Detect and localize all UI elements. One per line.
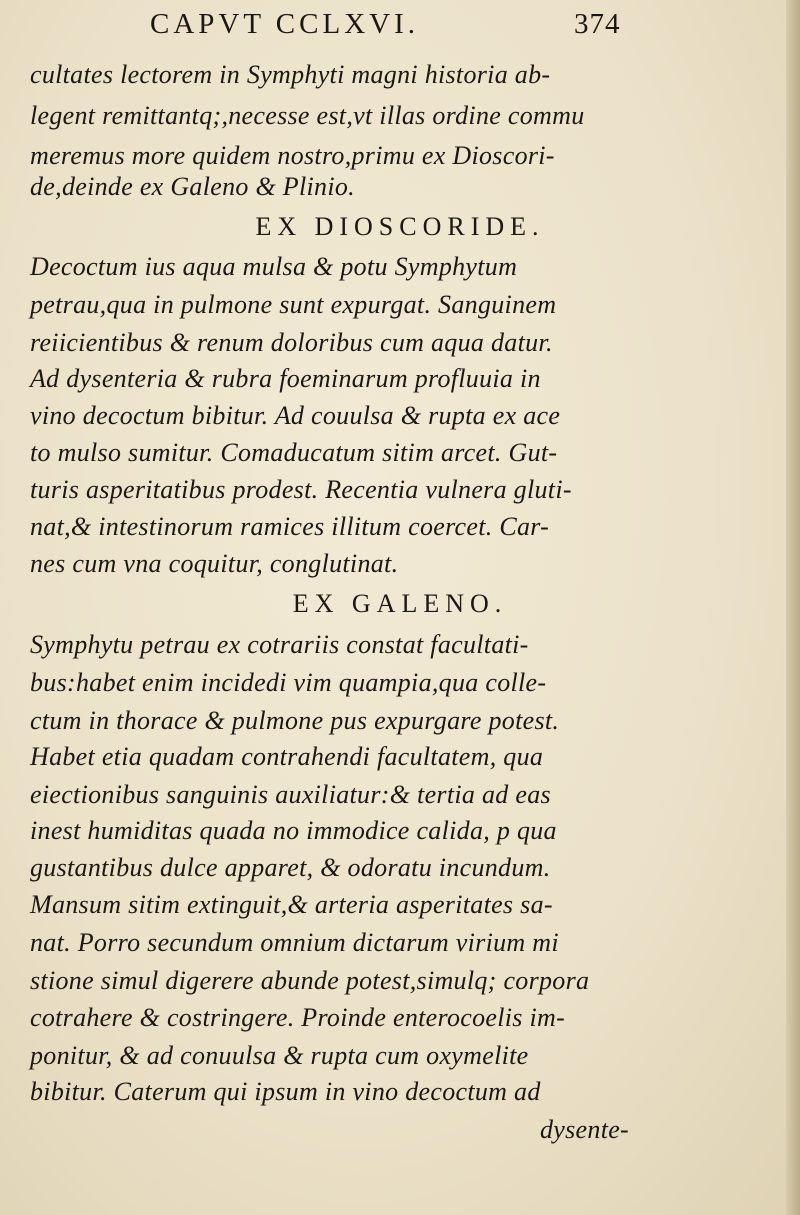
text-line: turis asperitatibus prodest. Recentia vulnera gluti-	[30, 475, 572, 504]
text-line: Habet etia quadam contrahendi facultatem, qua	[30, 742, 544, 771]
text-line: petrau,qua in pulmone sunt expurgat. Sanguinem	[30, 290, 557, 319]
text-line: Symphytu petrau ex cotrariis constat facultati-	[30, 630, 529, 659]
section-heading-dioscoride: EX DIOSCORIDE.	[255, 212, 545, 241]
text-line: Decoctum ius aqua mulsa & potu Symphytum	[30, 252, 518, 281]
text-line: inest humiditas quada no immodice calida, p qua	[30, 816, 557, 845]
page-header	[0, 8, 800, 48]
catchword: dysente-	[540, 1115, 630, 1144]
text-line: de,deinde ex Galeno & Plinio.	[30, 172, 355, 201]
text-line: reiicientibus & renum doloribus cum aqua datur.	[30, 328, 553, 357]
text-line: to mulso sumitur. Comaducatum sitim arcet. Gut-	[30, 438, 558, 467]
text-line: vino decoctum bibitur. Ad couulsa & rupta ex ace	[30, 401, 561, 430]
text-line: bus:habet enim incidedi vim quampia,qua colle-	[30, 668, 547, 697]
text-line: nat. Porro secundum omnium dictarum virium mi	[30, 928, 559, 957]
text-line: ctum in thorace & pulmone pus expurgare potest.	[30, 706, 560, 735]
text-line: meremus more quidem nostro,primu ex Dioscori-	[30, 141, 555, 170]
text-line: ponitur, & ad conuulsa & rupta cum oxymelite	[30, 1041, 529, 1070]
text-line: cotrahere & costringere. Proinde enterocoelis im-	[30, 1003, 566, 1032]
text-line: stione simul digerere abunde potest,simulq; corpora	[30, 966, 590, 995]
text-line: cultates lectorem in Symphyti magni historia ab-	[30, 60, 551, 89]
text-line: gustantibus dulce apparet, & odoratu incundum.	[30, 853, 551, 882]
text-line: Ad dysenteria & rubra foeminarum profluuia in	[30, 364, 541, 393]
text-line: bibitur. Caterum qui ipsum in vino decoctum ad	[30, 1077, 541, 1106]
text-line: Mansum sitim extinguit,& arteria asperitates sa-	[30, 890, 553, 919]
running-head: CAPVT CCLXVI.	[150, 8, 419, 40]
page-number: 374	[574, 8, 621, 40]
section-heading-galeno: EX GALENO.	[292, 589, 508, 618]
text-line: legent remittantq;,necesse est,vt illas ordine commu	[30, 101, 585, 130]
text-line: nat,& intestinorum ramices illitum coercet. Car-	[30, 512, 550, 541]
text-line: eiectionibus sanguinis auxiliatur:& tertia ad eas	[30, 780, 551, 809]
text-line: nes cum vna coquitur, conglutinat.	[30, 549, 399, 578]
